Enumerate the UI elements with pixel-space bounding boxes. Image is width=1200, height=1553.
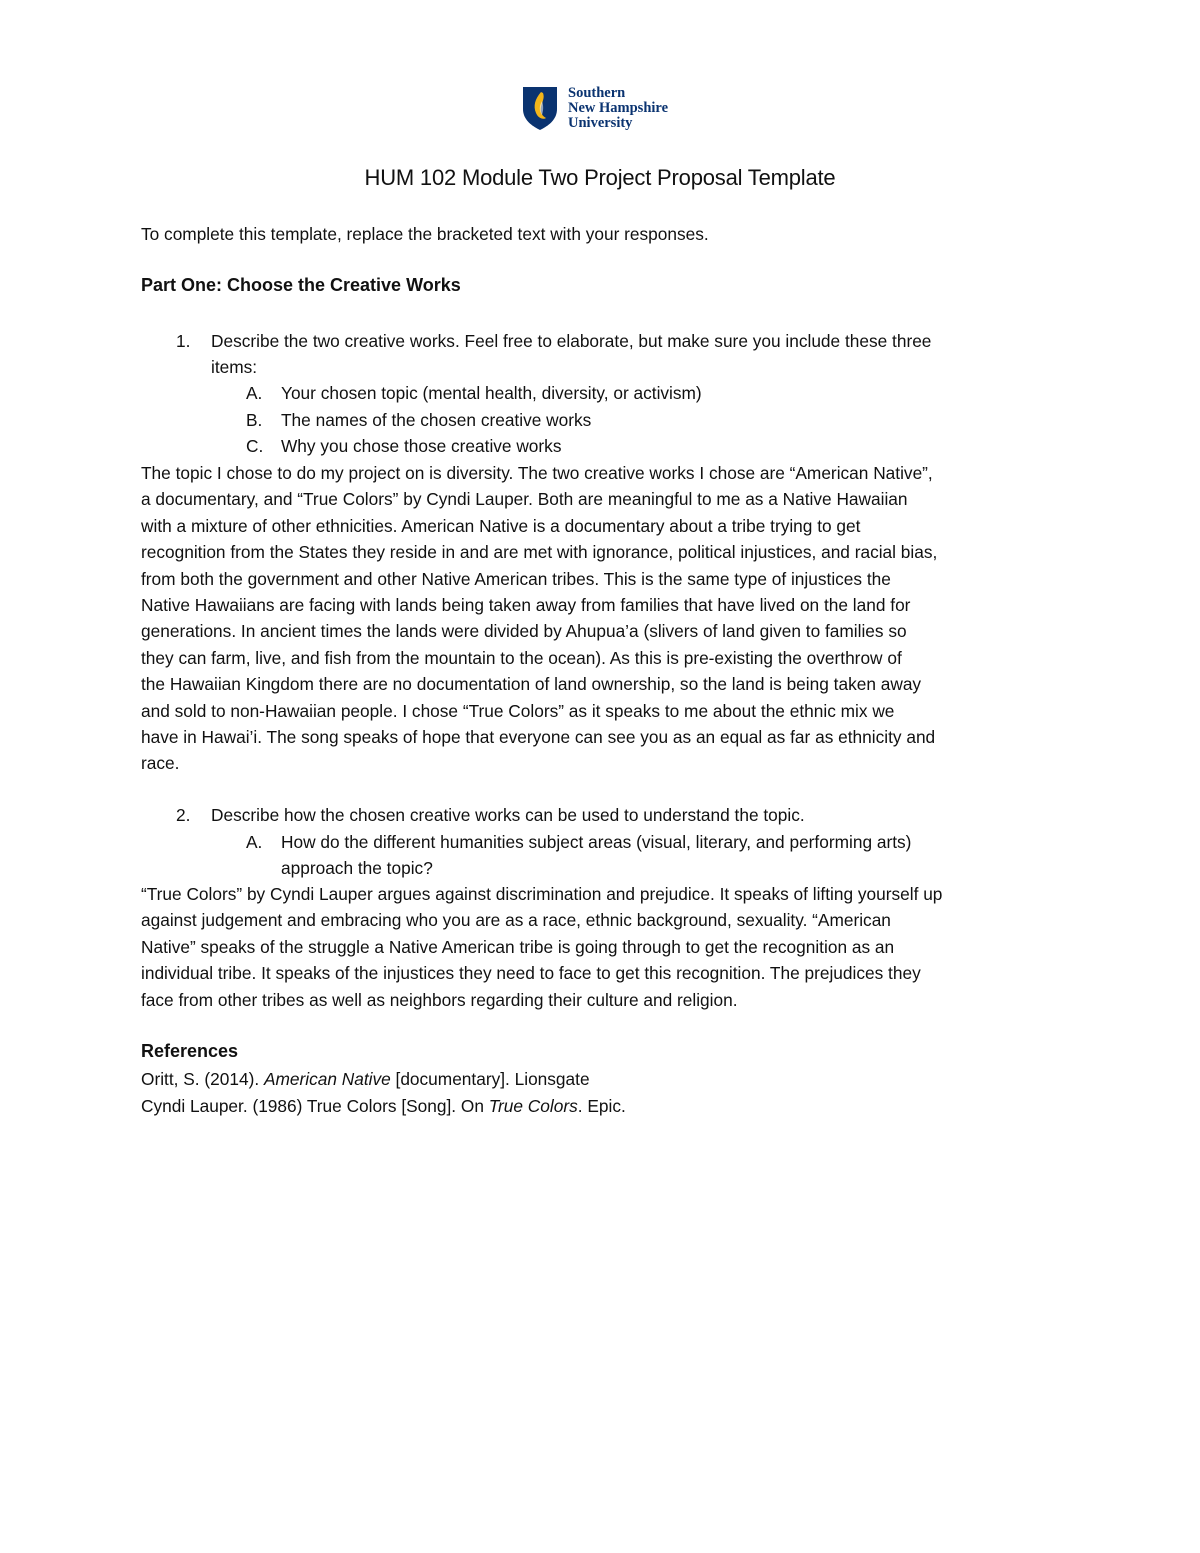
reference-1-post: [documentary]. Lionsgate — [390, 1069, 590, 1089]
question-2-number: 2. — [176, 805, 191, 825]
q2-item-a-letter: A. — [246, 832, 263, 852]
document-title: HUM 102 Module Two Project Proposal Template — [364, 165, 836, 190]
references-heading: References — [141, 1041, 239, 1061]
logo-line-3: University — [568, 114, 633, 131]
question-1-number: 1. — [176, 331, 191, 351]
q2-answer-line: individual tribe. It speaks of the injustices they need to face to get this recognition. The prejudices they — [141, 963, 921, 984]
q1-answer-line: The topic I chose to do my project on is diversity. The two creative works I chose are “American Native”, — [141, 463, 933, 483]
question-1-text-line2: items: — [211, 357, 258, 377]
logo-line-1: Southern — [568, 84, 626, 101]
reference-2-pre: Cyndi Lauper. (1986) True Colors [Song]. On — [141, 1096, 489, 1116]
q1-answer-line: Native Hawaiians are facing with lands being taken away from families that have lived on the land for — [141, 595, 911, 616]
reference-2-album: True Colors — [488, 1096, 578, 1116]
q1-answer-line: generations. In ancient times the lands were divided by Ahupua’a (slivers of land given to families so — [141, 621, 907, 642]
reference-1-title: American Native — [263, 1069, 391, 1089]
reference-1-pre: Oritt, S. (2014). — [141, 1069, 264, 1089]
q1-answer-line: they can farm, live, and fish from the mountain to the ocean). As this is pre-existing the overthrow of — [141, 647, 902, 668]
q2-answer-line: Native” speaks of the struggle a Native American tribe is going through to get the recognition as an — [141, 936, 895, 957]
references-list — [141, 1066, 1071, 1120]
q1-answer-line: recognition from the States they reside in and are met with ignorance, political injustices, and racial bias, — [141, 542, 938, 563]
q2-answer-line: face from other tribes as well as neighbors regarding their culture and religion. — [141, 989, 738, 1010]
reference-2 — [141, 1093, 1071, 1120]
reference-1 — [141, 1066, 1071, 1093]
university-logo — [521, 84, 668, 132]
part-one-heading: Part One: Choose the Creative Works — [141, 275, 461, 295]
q2-answer-line: “True Colors” by Cyndi Lauper argues against discrimination and prejudice. It speaks of lifting yourself up — [141, 884, 943, 904]
q2-answer — [141, 881, 1071, 1013]
q1-answer-line: the Hawaiian Kingdom there are no documentation of land ownership, so the land is being taken away — [141, 674, 922, 695]
logo-line-2: New Hampshire — [568, 99, 669, 116]
reference-2-post: . Epic. — [577, 1096, 626, 1116]
q1-item-c-letter: C. — [246, 436, 264, 456]
q1-answer-line: a documentary, and “True Colors” by Cyndi Lauper. Both are meaningful to me as a Native Hawaiian — [141, 489, 908, 510]
q2-item-a-text-line1: How do the different humanities subject areas (visual, literary, and performing arts) — [281, 832, 912, 852]
q1-item-b-text: The names of the chosen creative works — [281, 410, 592, 430]
q2-item-a-text-line2: approach the topic? — [281, 858, 433, 878]
intro-text: To complete this template, replace the bracketed text with your responses. — [141, 224, 709, 244]
question-1-text-line1: Describe the two creative works. Feel free to elaborate, but make sure you include these three — [211, 331, 932, 351]
question-2-text: Describe how the chosen creative works can be used to understand the topic. — [211, 805, 805, 825]
q1-item-a-text: Your chosen topic (mental health, diversity, or activism) — [281, 383, 702, 403]
snhu-shield-flame-icon — [521, 85, 559, 131]
q1-answer-line: from both the government and other Native American tribes. This is the same type of injustices the — [141, 568, 891, 589]
q1-item-b-letter: B. — [246, 410, 263, 430]
logo-wordmark — [568, 86, 668, 131]
q1-item-c-text: Why you chose those creative works — [281, 436, 562, 456]
q1-answer-line: race. — [141, 753, 180, 774]
q1-answer-line: and sold to non-Hawaiian people. I chose “True Colors” as it speaks to me about the ethnic mix we — [141, 700, 895, 721]
q1-answer — [141, 460, 1071, 777]
q1-item-a-letter: A. — [246, 383, 263, 403]
q2-answer-line: against judgement and embracing who you are as a race, ethnic background, sexuality. “American — [141, 910, 891, 931]
q1-answer-line: with a mixture of other ethnicities. American Native is a documentary about a tribe trying to get — [141, 515, 861, 536]
q1-answer-line: have in Hawai’i. The song speaks of hope that everyone can see you as an equal as far as ethnicity and — [141, 727, 936, 748]
